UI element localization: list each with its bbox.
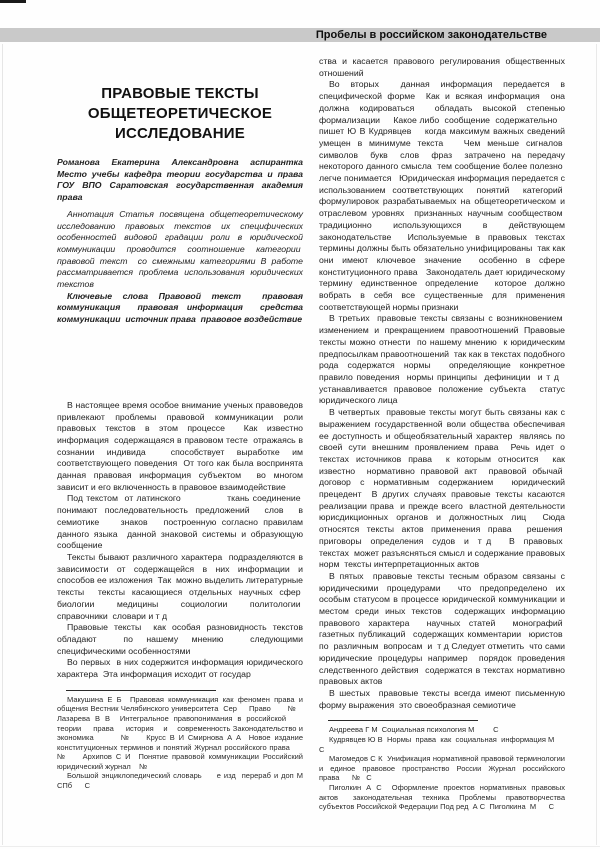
footnotes-left — [57, 695, 303, 791]
footnotes-right — [319, 725, 565, 811]
scan-edge-mark — [0, 0, 26, 3]
journal-header-bar — [0, 28, 600, 42]
right-column — [319, 56, 565, 812]
body-paragraph: Тексты бывают различного характера подразделяются в зависимости от содержащейся в них информации и способов ее изложения Так можно выделить литературные тексты тексты касающиеся отдельных научных сфер биологии медицины социологии политологии справочники словари и т д — [57, 551, 303, 621]
body-paragraph: В третьих правовые тексты связаны с возникновением изменением и прекращением правоотношений Правовые тексты можно отнести по нашему мнению к юридическим предпосылкам правоотношений так как в текстах подобного рода содержатся нормы определяющие конкретное правило поведения нормы принципы дефиниции и т д устанавливается правовое положение субъекта статус юридического лица — [319, 313, 565, 406]
page-edge-left — [2, 44, 3, 845]
body-paragraph: Во вторых данная информация передается в специфической форме Как и всякая информация она должна кодироваться обладать высокой степенью формализации Какое либо сообщение содержательно пишет Ю В Кудрявцев когда максимум важных сведений умещен в минимуме текста Чем меньше сигналов символов букв слов фраз затрачено на передачу некоторого данного смысла тем сообщение более полезно легче понимается Юридическая информация передается с использованием соответствующих понятий категорий формулировок разрабатываемых на общетеоретическом и отраслевом уровнях признанных научным сообществом традиционно использующихся в действующем законодательстве Используемые в правовых текстах термины должны быть обязательно унифицированы так как они имеют ключевое значение особенно в сфере конституционного права Законодатель дает юридическому термину единственное определение которое должно вобрать в себя все существенные для применения соответствующей нормы признаки — [319, 79, 565, 312]
article-author: Романова Екатерина Александровна аспирантка Место учебы кафедра теории государства и права ГОУ ВПО Саратовская государственная академия права — [57, 157, 303, 203]
page-content — [57, 56, 565, 812]
article-title: ПРАВОВЫЕ ТЕКСТЫ ОБЩЕТЕОРЕТИЧЕСКОЕ ИССЛЕДОВАНИЕ — [87, 85, 273, 142]
journal-header-title: Пробелы в российском законодательстве — [315, 29, 547, 41]
body-paragraph: Во первых в них содержится информация юридического характера Эта информация исходит от государ — [57, 657, 303, 680]
article-keywords: Ключевые слова Правовой текст правовая коммуникация правовая информация средства коммуникации источник права правовое воздействие — [57, 290, 303, 325]
body-paragraph: ства и касается правового регулирования общественных отношений — [319, 56, 565, 78]
page-edge-bottom — [0, 846, 600, 847]
footnote: Макушина Е Б Правовая коммуникация как феномен права и общения Вестник Челябинского университета Сер Право № Лазарева В В Интегральное правопонимания в российской теории права история и современность Законодательство и экономика № Крусс В И Смирнова А А Новое издание конституционных терминов и понятий Журнал российского права № Архипов С И Понятие правовой коммуникации Российский юридический журнал № — [57, 694, 303, 771]
left-column — [57, 56, 303, 812]
footnote: Кудрявцев Ю В Нормы права как социальная информация М С — [319, 734, 565, 754]
body-paragraph: В настоящее время особое внимание ученых правоведов привлекают проблемы правовой коммуникации роли правовых текстов в этом процессе Как известно информация содержащаяся в правовом тесте отражаясь в сознании индивида способствует выработке им соответствующего поведения От того как была воспринята данная правовая информация субъектом во многом зависит и его включенность в правовое взаимодействие — [57, 399, 303, 492]
footnote: Пиголкин А С Оформление проектов нормативных правовых актов законодательная техника Проблемы правотворчества субъектов Российской Федерации Под ред А С Пиголкина М С — [319, 782, 565, 812]
footnote-separator — [328, 720, 478, 721]
body-paragraph: В шестых правовые тексты всегда имеют письменную форму выражения это своеобразная семиотиче — [319, 687, 565, 710]
body-paragraph: В четвертых правовые тексты могут быть связаны как с выражением государственной воли общества обеспечивая ее доступность и общеобязательный характер являясь по своей сути внешним проявлением права Речь идет о текстах источников права к которым относится как известно нормативно правовой акт правовой обычай договор с нормативным содержанием юридический прецедент В других случаях правовые тексты касаются реализации права и прежде всего властной деятельности юрисдикционных органов и должностных лиц Сюда относятся тексты актов применения права решения приговоры определения судов и т д В правовых текстах может разъясняться смысл и содержание правовых норм тексты интерпретационных актов — [319, 407, 565, 570]
footnote: Большой энциклопедический словарь е изд перераб и доп М СПб С — [57, 771, 303, 791]
body-paragraph: Правовые тексты как особая разновидность текстов обладают по нашему мнению следующими специфическими особенностями — [57, 622, 303, 656]
footnote-separator — [66, 690, 216, 691]
column-whitespace — [57, 326, 303, 400]
body-paragraph: Под текстом от латинского ткань соединение понимают последовательность предложений слов в семиотике знаков построенную согласно правилам данного языка данной знаковой системы и образующую сообщение — [57, 493, 303, 551]
footnote: Андреева Г М Социальная психология М С — [329, 725, 499, 735]
body-paragraph: В пятых правовые тексты тесным образом связаны с юридическими процедурами что предопределено их особым статусом в процессе юридической коммуникации и местом среди иных текстов содержащих информацию правового характера научных статей монографий газетных публикаций содержащих комментарии юристов по различным вопросам и т д Следует отметить что сами юридические процедуры например порядок проведения следственного действия содержатся в текстах нормативно правовых актов — [319, 570, 565, 687]
footnote: Магомедов С К Унификация нормативной правовой терминологии и единое правовое пространство России Журнал российского права № С — [319, 754, 565, 783]
article-annotation: Аннотация Статья посвящена общетеоретическому исследованию правовых текстов их специфических особенностей видовой градации роли в юридической коммуникации проводится соотношение категории правовой текст со смежными категориями В работе рассматривается проблема использования юридических текстов — [57, 208, 303, 290]
page-edge-right — [596, 44, 597, 845]
